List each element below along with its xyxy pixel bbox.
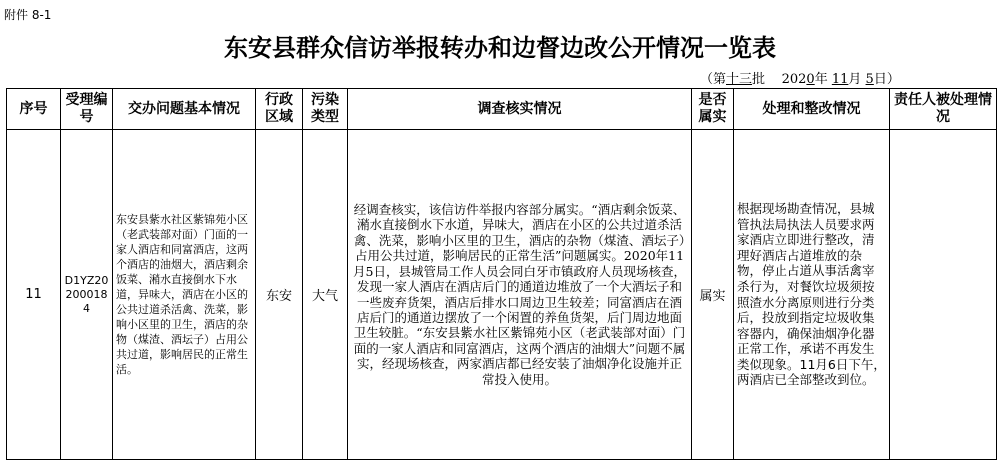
cell-problem: 东安县紫水社区紫锦苑小区（老武装部对面）门面的一家人酒店和同富酒店，这两个酒店的油烟大，酒店剩余饭菜、潲水直接倒水下水道，异味大，酒店在小区的公共过道杀活禽、洗菜，影响小区里的卫生，酒店的杂物（煤渣、酒坛子）占用公共过道，影响居民的正常生活。 [113, 130, 256, 460]
batch-day-close: 日） [873, 72, 900, 87]
batch-year-digit: 0 [806, 72, 815, 87]
batch-year-prefix: 202 [781, 72, 807, 87]
header-seq: 序号 [7, 89, 61, 130]
attachment-label: 附件 8-1 [4, 8, 52, 22]
batch-word: 批 [752, 72, 766, 87]
batch-day: 5 [865, 72, 874, 87]
cell-accept-no: D1YZ20200018 4 [61, 130, 113, 460]
header-accountability: 责任人被处理情况 [890, 89, 997, 130]
header-pollution: 污染类型 [303, 89, 348, 130]
cell-seq: 11 [7, 130, 61, 460]
table-header-row [7, 89, 997, 130]
batch-info [700, 68, 996, 87]
batch-number: 十三 [726, 72, 753, 87]
table-row [7, 130, 997, 460]
cell-handling: 根据现场勘查情况，县城管执法局执法人员要求两家酒店立即进行整改，清理好酒店占道堆放的杂物，停止占道从事活禽宰杀行为，对餐饮垃圾须按照渣水分离原则进行分类后，投放到指定垃圾收集容器内，确保油烟净化器正常工作，承诺不再发生类似现象。11月6日下午，两酒店已全部整改到位。 [734, 130, 890, 460]
batch-year-word: 年 [814, 72, 828, 87]
report-table [6, 88, 997, 460]
cell-region: 东安 [256, 130, 303, 460]
header-problem: 交办问题基本情况 [113, 89, 256, 130]
page-title: 东安县群众信访举报转办和边督边改公开情况一览表 [224, 34, 776, 62]
cell-accountability [890, 130, 997, 460]
cell-pollution: 大气 [303, 130, 348, 460]
header-is-true: 是否属实 [692, 89, 734, 130]
header-investigation: 调查核实情况 [348, 89, 692, 130]
cell-investigation: 经调查核实，该信访件举报内容部分属实。“酒店剩余饭菜、潲水直接倒水下水道，异味大，酒店在小区的公共过道杀活禽、洗菜，影响小区里的卫生，酒店的杂物（煤渣、酒坛子）占用公共过道，影响居民的正常生活”问题属实。2020年11月5日，县城管局工作人员会同白牙市镇政府人员现场核查，发现一家人酒店在酒店后门的通道边堆放了一个大酒坛子和一些废弃货架，酒店后排水口周边卫生较差；同富酒店在酒店后门的通道边摆放了一个闲置的养鱼货架，后门周边地面卫生较脏。“东安县紫水社区紫锦苑小区（老武装部对面）门面的一家人酒店和同富酒店，这两个酒店的油烟大”问题不属实，经现场核查，两家酒店都已经安装了油烟净化设施并正常投入使用。 [348, 130, 692, 460]
header-region: 行政区域 [256, 89, 303, 130]
batch-month: 11 [831, 72, 849, 87]
batch-open: （第 [700, 72, 727, 87]
header-handling: 处理和整改情况 [734, 89, 890, 130]
batch-month-word: 月 [848, 72, 862, 87]
header-accept-no: 受理编号 [61, 89, 113, 130]
cell-is-true: 属实 [692, 130, 734, 460]
